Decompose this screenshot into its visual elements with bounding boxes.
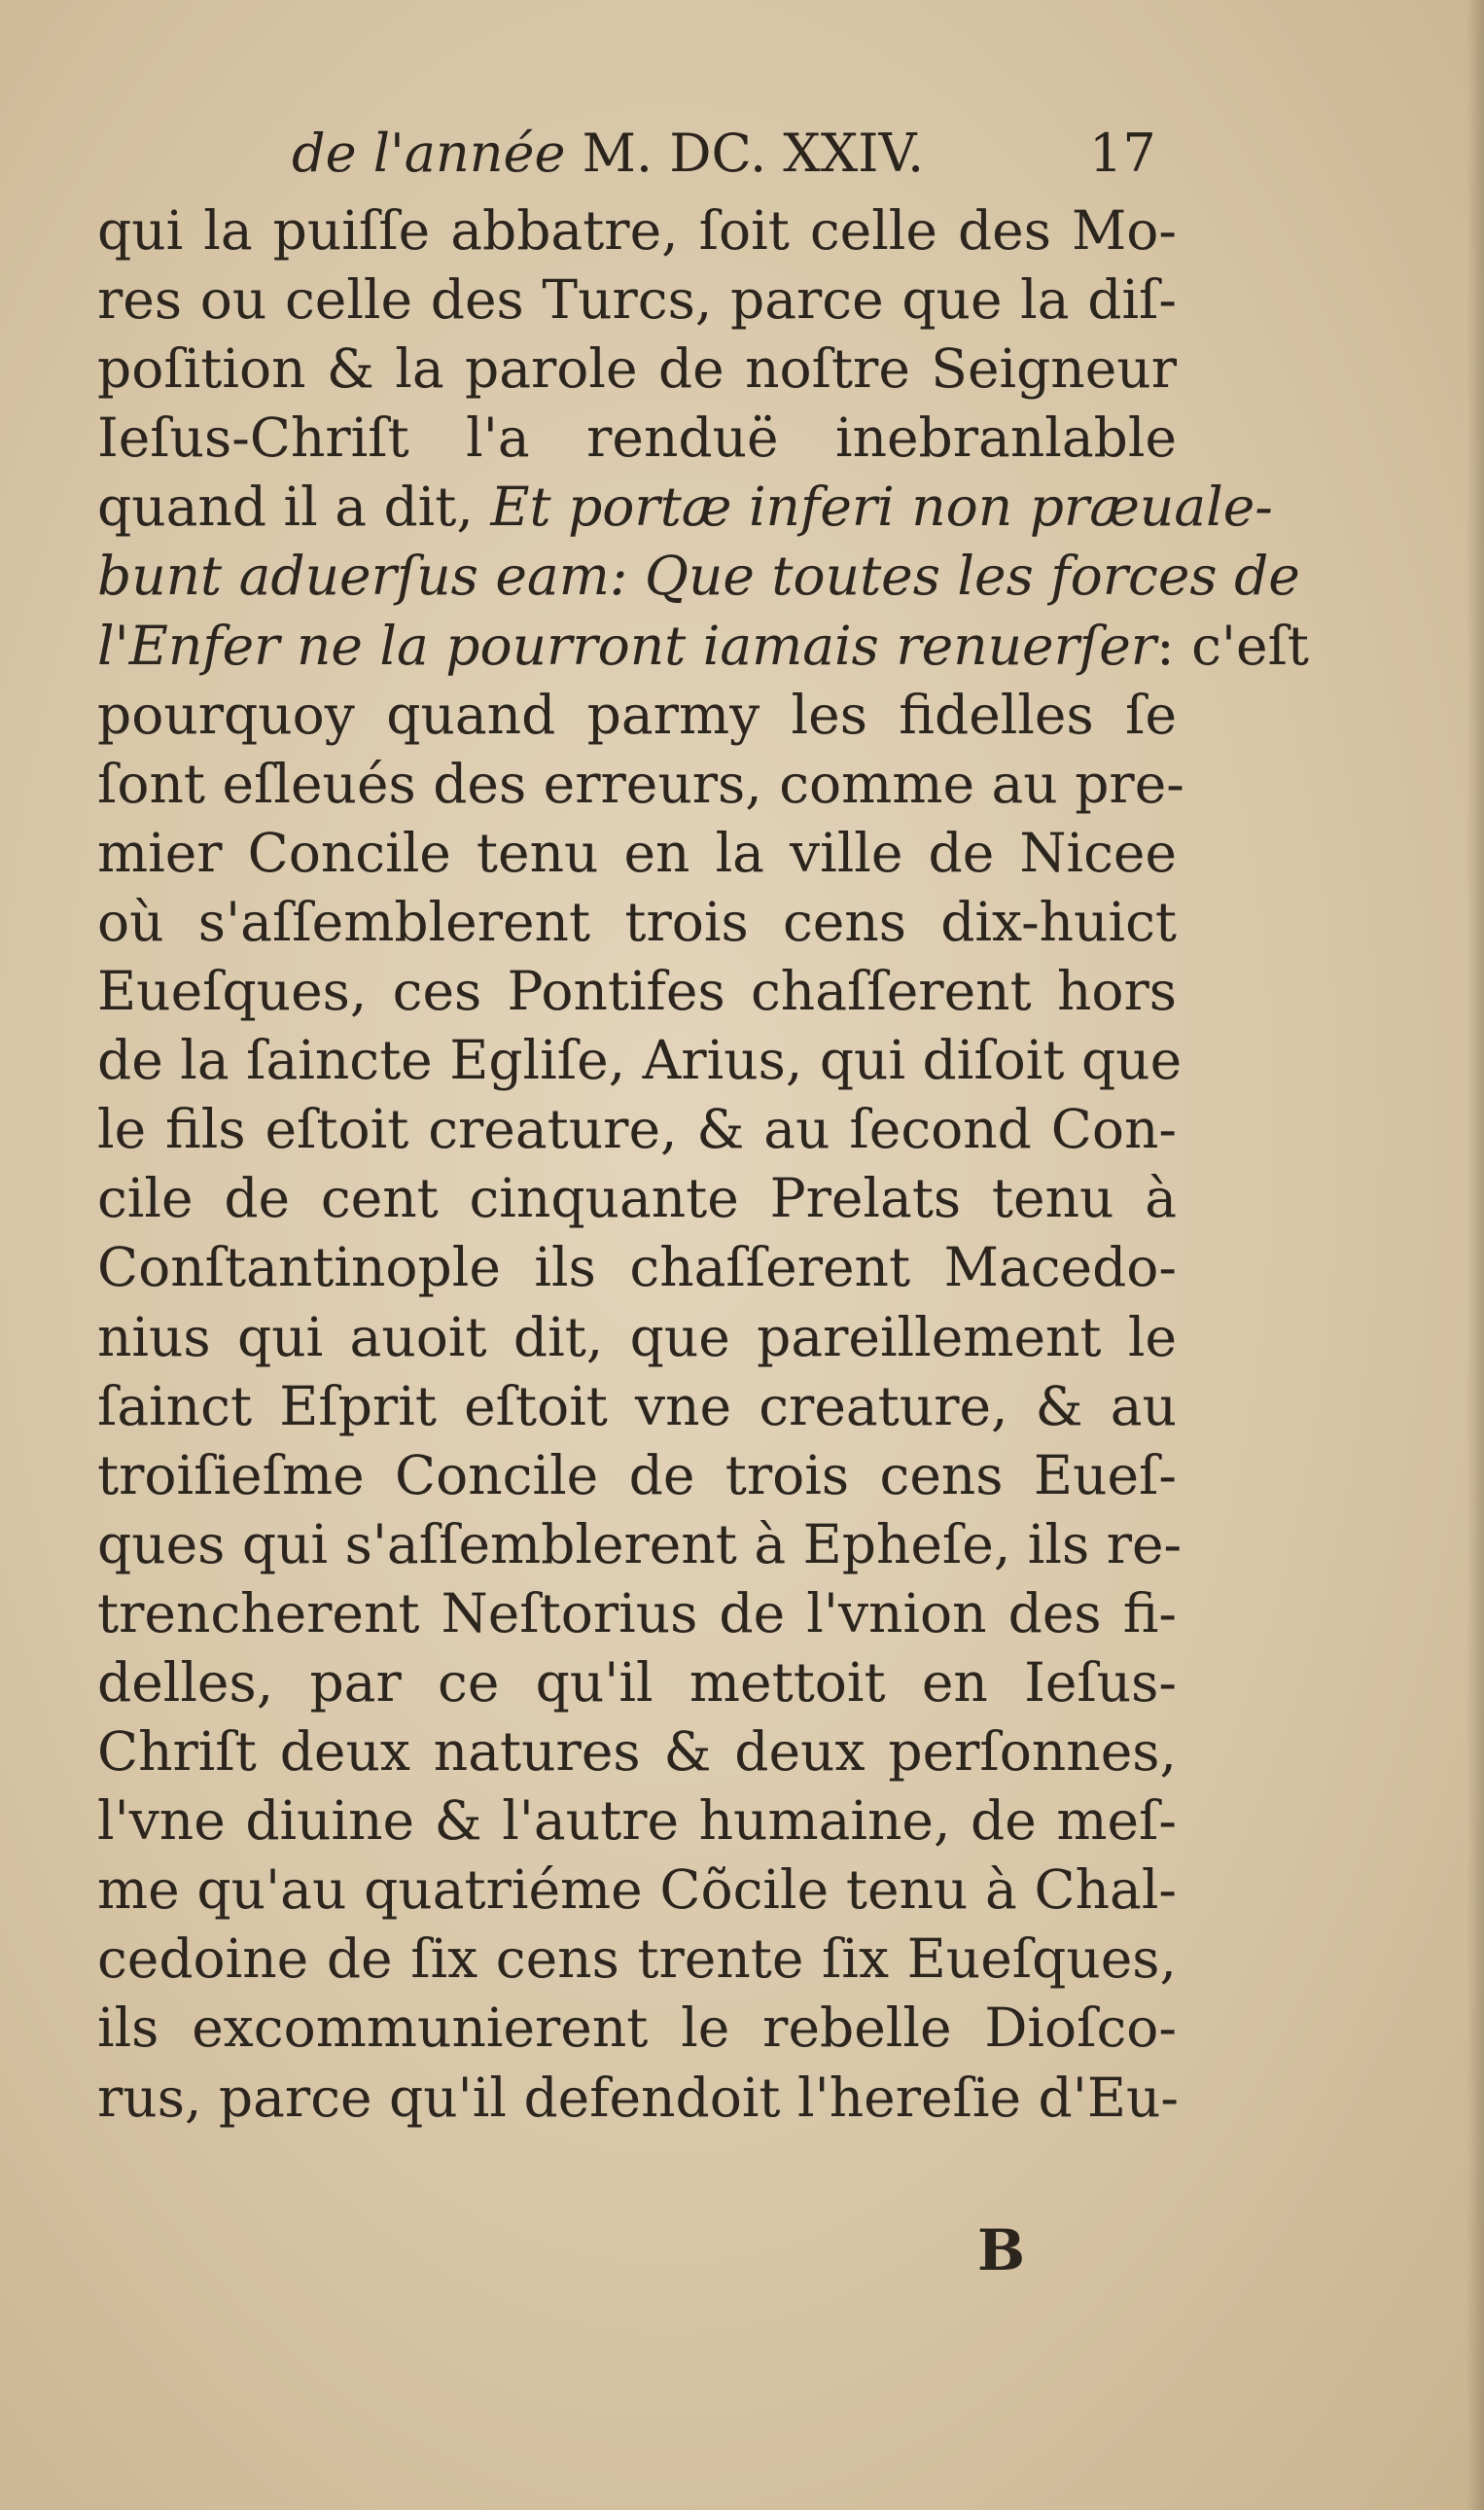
text-line-3: poſition & la parole de noſtre Seigneur: [97, 337, 1177, 401]
text-line-4: Ieſus-Chriſt l'a renduë inebranlable: [97, 407, 1177, 470]
running-title-year: M. DC. XXIV.: [582, 123, 925, 184]
signature-mark: B: [977, 2217, 1026, 2283]
text-line-26: cedoine de ſix cens trente ſix Eueſques,: [97, 1927, 1177, 1991]
text-line-2: res ou celle des Turcs, parce que la diſ-: [97, 268, 1177, 332]
text-line-19: troiſieſme Concile de trois cens Eueſ-: [97, 1443, 1177, 1506]
text-line-24: l'vne diuine & l'autre humaine, de meſ-: [97, 1789, 1177, 1853]
page-number: 17: [1089, 123, 1156, 184]
text-line-21: trencherent Neſtorius de l'vnion des fi-: [97, 1581, 1177, 1644]
text-line-9: ſont eſleués des erreurs, comme au pre-: [97, 752, 1184, 815]
text-line-13: de la ſaincte Egliſe, Arius, qui diſoit que: [97, 1029, 1183, 1092]
running-title: [292, 119, 924, 189]
text-line-20: ques qui s'aſſemblerent à Epheſe, ils re-: [97, 1512, 1183, 1575]
text-line-23: Chriſt deux natures & deux perſonnes,: [97, 1720, 1177, 1784]
latin-quote-part-1: Et portæ inferi non præuale-: [490, 476, 1273, 539]
text-line-15: cile de cent cinquante Prelats tenu à: [97, 1167, 1177, 1230]
french-quote-end: l'Enfer ne la pourront iamais renuerſer: [97, 614, 1157, 677]
running-head: [292, 119, 1167, 189]
text-line-12: Eueſques, ces Pontifes chaſſerent hors: [97, 960, 1177, 1023]
text-line-5-roman: quand il a dit,: [97, 476, 491, 539]
text-line-11: où s'aſſemblerent trois cens dix-huict: [97, 890, 1177, 953]
text-line-16: Conſtantinople ils chaſſerent Macedo-: [97, 1236, 1177, 1299]
text-line-28: rus, parce qu'il defendoit l'hereſie d'Eu-: [97, 2066, 1180, 2129]
text-line-7: [97, 612, 1310, 681]
text-line-17: nius qui auoit dit, que pareillement le: [97, 1305, 1177, 1368]
text-line-27: ils excommunierent le rebelle Dioſco-: [97, 1997, 1177, 2060]
text-line-8: pourquoy quand parmy les fidelles ſe: [97, 683, 1177, 746]
text-line-10: mier Concile tenu en la ville de Nicee: [97, 821, 1177, 884]
text-line-18: ſainct Eſprit eſtoit vne creature, & au: [97, 1374, 1177, 1437]
running-title-prefix: de l'année: [292, 123, 583, 184]
text-line-5: [97, 473, 1273, 542]
text-line-22: delles, par ce qu'il mettoit en Ieſus-: [97, 1650, 1177, 1714]
text-line-25: me qu'au quatriéme Cõcile tenu à Chal-: [97, 1858, 1177, 1922]
text-line-7-roman: : c'eſt: [1156, 614, 1310, 677]
page-edge-shadow: [1466, 0, 1484, 2510]
text-line-6: bunt aduerſus eam: Que toutes les forces de: [97, 545, 1300, 608]
text-line-14: le fils eſtoit creature, & au ſecond Con-: [97, 1098, 1177, 1161]
body-text: [97, 196, 1310, 2133]
text-line-1: qui la puiſſe abbatre, ſoit celle des Mo-: [97, 199, 1177, 262]
